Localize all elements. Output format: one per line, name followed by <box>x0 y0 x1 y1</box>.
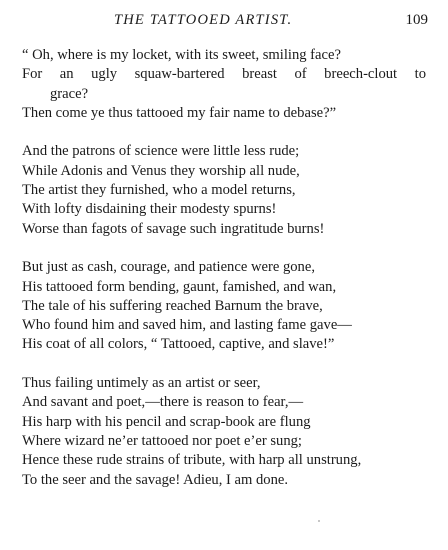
poem-line: Where wizard ne’er tattooed nor poet e’er sung; <box>22 432 302 449</box>
stanza-1 <box>22 46 426 123</box>
running-head <box>0 12 448 34</box>
poem-line: His coat of all colors, “ Tattooed, captive, and slave!” <box>22 336 335 353</box>
poem-line: His harp with his pencil and scrap-book are flung <box>22 413 311 430</box>
poem-line: Hence these rude strains of tribute, with harp all unstrung, <box>22 452 362 469</box>
poem-line: “ Oh, where is my locket, with its sweet, smiling face? <box>22 47 341 63</box>
poem-line: For an ugly squaw-bartered breast of breech-clout to <box>22 66 426 83</box>
page-number: 109 <box>405 12 428 28</box>
poem-line-continuation: grace? <box>50 85 89 102</box>
poem-line: The tale of his suffering reached Barnum the brave, <box>22 297 323 314</box>
poem-line: The artist they furnished, who a model returns, <box>22 182 296 199</box>
stanza-2 <box>22 142 426 238</box>
poem-line: To the seer and the savage! Adieu, I am done. <box>22 471 289 488</box>
paper-speck <box>318 520 320 522</box>
poem-line: Then come ye thus tattooed my fair name to debase?” <box>22 104 337 121</box>
poem-line: His tattooed form bending, gaunt, famished, and wan, <box>22 278 337 295</box>
poem-line: And the patrons of science were little less rude; <box>22 143 300 160</box>
poem-line: With lofty disdaining their modesty spurns! <box>22 201 277 218</box>
running-title: THE TATTOOED ARTIST. <box>114 12 293 28</box>
poem-line: Who found him and saved him, and lasting fame gave— <box>22 317 352 334</box>
stanza-3 <box>22 258 426 354</box>
poem-line: And savant and poet,—there is reason to fear,— <box>22 394 304 411</box>
poem-line: But just as cash, courage, and patience were gone, <box>22 259 315 276</box>
poem-line: Thus failing untimely as an artist or seer, <box>22 375 261 392</box>
poem-body <box>22 46 426 509</box>
poem-line: Worse than fagots of savage such ingratitude burns! <box>22 220 325 237</box>
stanza-4 <box>22 374 426 490</box>
poem-line: While Adonis and Venus they worship all nude, <box>22 162 300 179</box>
